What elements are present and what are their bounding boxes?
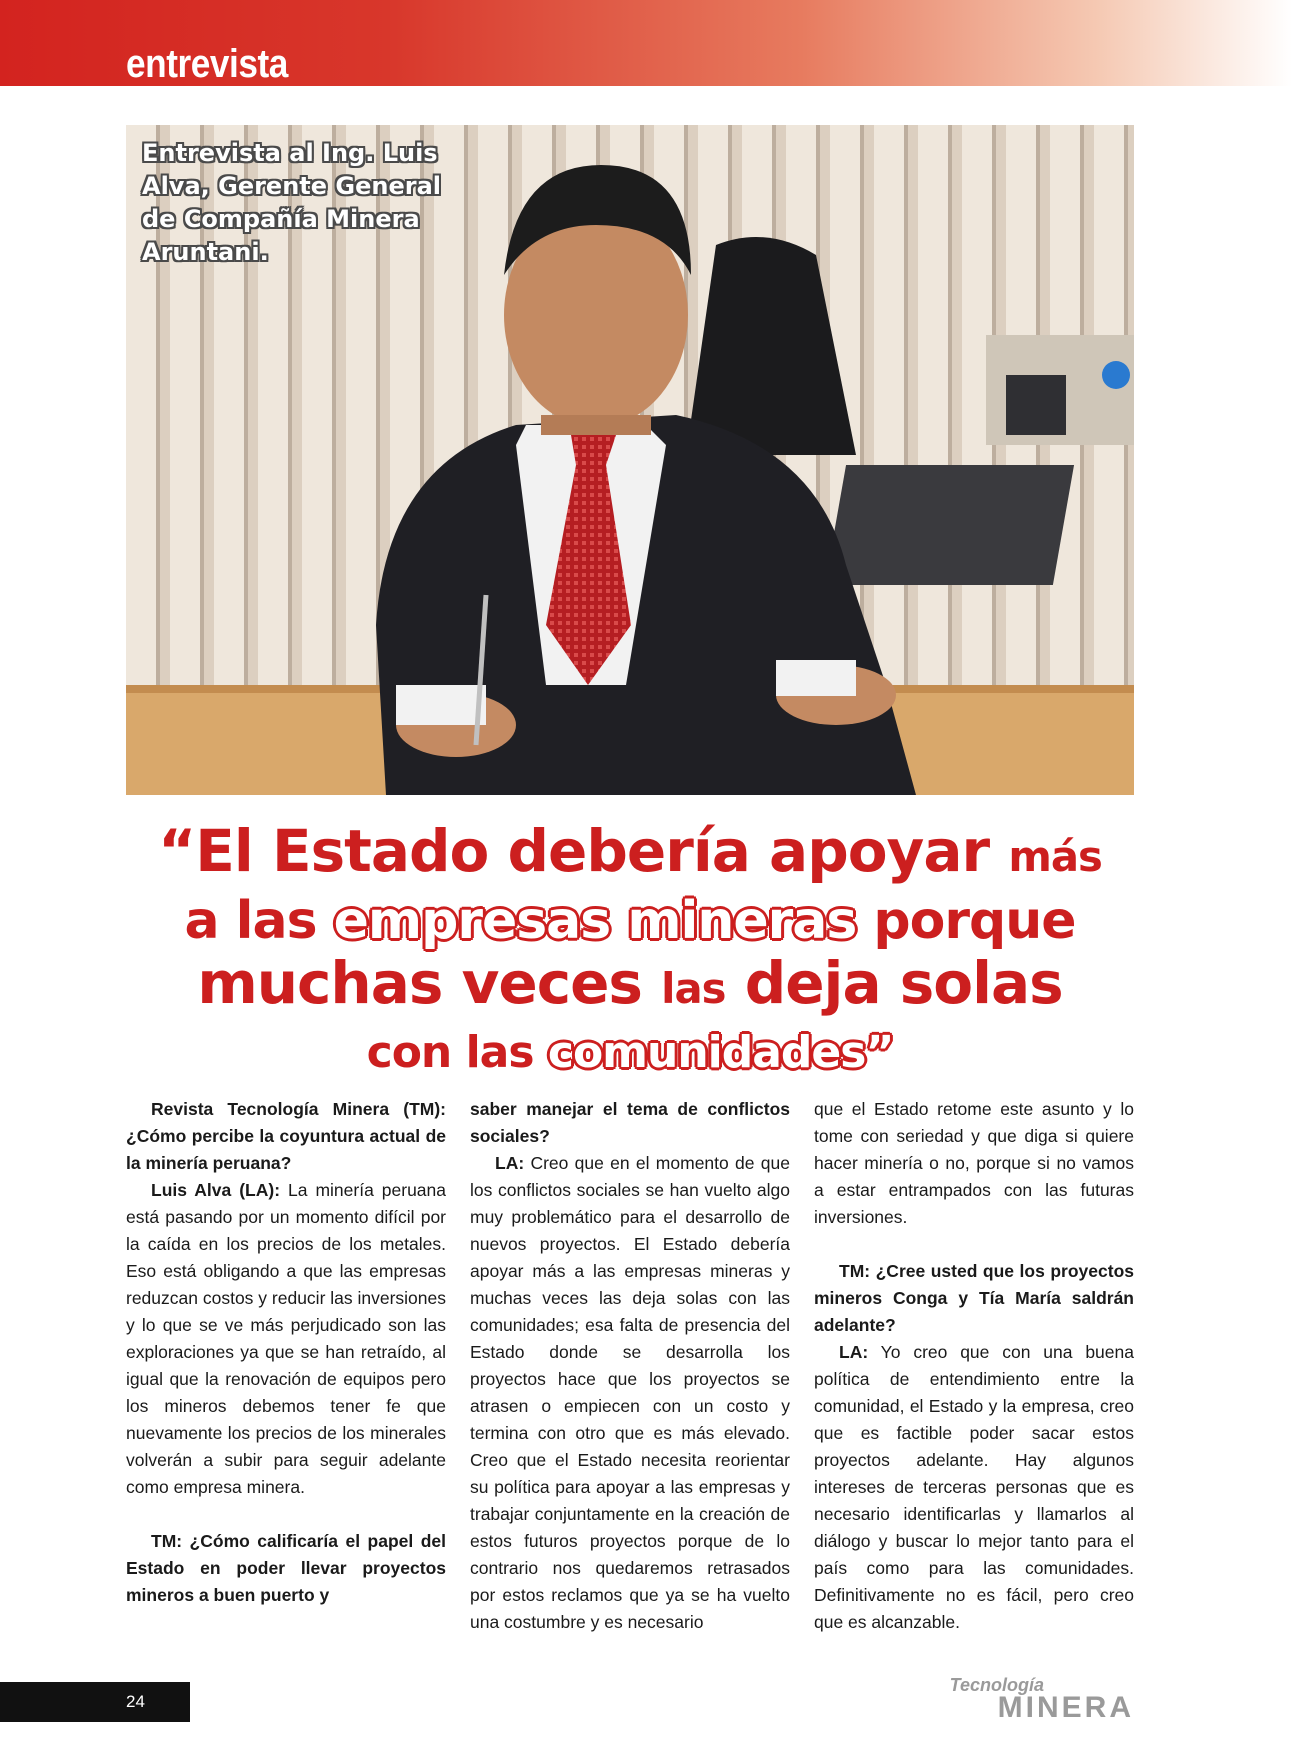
headline-part: a las (184, 891, 317, 951)
section-label: entrevista (126, 42, 288, 86)
headline-outline-text: comunidades” (547, 1027, 894, 1078)
headline-line-1 (126, 818, 1134, 890)
logo-bottom: MINERA (997, 1691, 1134, 1724)
question-1: Revista Tecnología Minera (TM): ¿Cómo percibe la coyuntura actual de la minería peruana? (126, 1099, 446, 1173)
answer-2 (470, 1150, 790, 1636)
page-number: 24 (126, 1692, 145, 1711)
answer-lead: LA: (839, 1342, 869, 1362)
headline-line-3 (126, 949, 1134, 1020)
headline-part: “El Estado debería apoyar (158, 817, 990, 885)
column-1 (126, 1096, 446, 1609)
headline-part: las (661, 964, 726, 1013)
headline-line-2 (126, 890, 1134, 952)
headline-part: con las (366, 1027, 534, 1078)
answer-1 (126, 1177, 446, 1501)
answer-lead: LA: (495, 1153, 525, 1173)
question-2-continued: saber manejar el tema de conflictos sociales? (470, 1099, 790, 1146)
answer-2-continued: que el Estado retome este asunto y lo tome con seriedad y que diga si quiere hacer minería o no, porque si no vamos a estar entrampados con las futuras inversiones. (814, 1099, 1134, 1227)
headline-part: deja solas (744, 949, 1063, 1017)
answer-lead: Luis Alva (LA): (151, 1180, 281, 1200)
answer-text: Yo creo que con una buena política de entendimiento entre la comunidad, el Estado y la empresa, creo que es factible poder sacar estos proyectos adelante. Hay algunos intereses de terceras personas que es necesario identificarlas y llamarlos al diálogo y buscar lo mejor tanto para el país como para las comunidades. Definitivamente no es fácil, pero creo que es alcanzable. (814, 1342, 1134, 1632)
column-3 (814, 1096, 1134, 1636)
answer-text: Creo que en el momento de que los conflictos sociales se han vuelto algo muy problemático para el desarrollo de nuevos proyectos. El Estado debería apoyar más a las empresas mineras y muchas veces las deja solas con las comunidades; esa falta de presencia del Estado donde se desarrolla los proyectos hace que los proyectos se atrasen o empiecen con un costo y termina con otro que es más elevado. Creo que el Estado necesita reorientar su política para apoyar a las empresas y trabajar conjuntamente en la creación de estos futuros proyectos porque de lo contrario nos quedaremos retrasados por estos reclamos que ya se ha vuelto una costumbre y es necesario (470, 1153, 790, 1632)
headline (126, 818, 1134, 1086)
headline-part: porque (873, 891, 1076, 951)
headline-outline-text: empresas mineras (333, 891, 857, 951)
headline-part: más (1008, 832, 1102, 881)
column-2 (470, 1096, 790, 1636)
logo-top: Tecnología (949, 1675, 1044, 1695)
headline-part: muchas veces (197, 949, 642, 1017)
photo-caption: Entrevista al Ing. Luis Alva, Gerente General de Compañía Minera Aruntani. (142, 139, 441, 266)
answer-3 (814, 1339, 1134, 1636)
answer-text: La minería peruana está pasando por un momento difícil por la caída en los precios de los metales. Eso está obligando a que las empresas reduzcan costos y reducir las inversiones y lo que se ve más perjudicado son las exploraciones ya que se han retraído, al igual que la renovación de equipos pero los mineros debemos tener fe que nuevamente los precios de los minerales volverán a subir para seguir adelante como empresa minera. (126, 1180, 447, 1497)
interview-photo (126, 125, 1134, 795)
question-2: TM: ¿Cómo calificaría el papel del Estado en poder llevar proyectos mineros a buen puerto y (126, 1531, 446, 1605)
question-3: TM: ¿Cree usted que los proyectos mineros Conga y Tía María saldrán adelante? (814, 1261, 1134, 1335)
page-number-box (0, 1682, 190, 1722)
magazine-logo (950, 1676, 1134, 1722)
headline-line-4 (126, 1020, 1134, 1086)
